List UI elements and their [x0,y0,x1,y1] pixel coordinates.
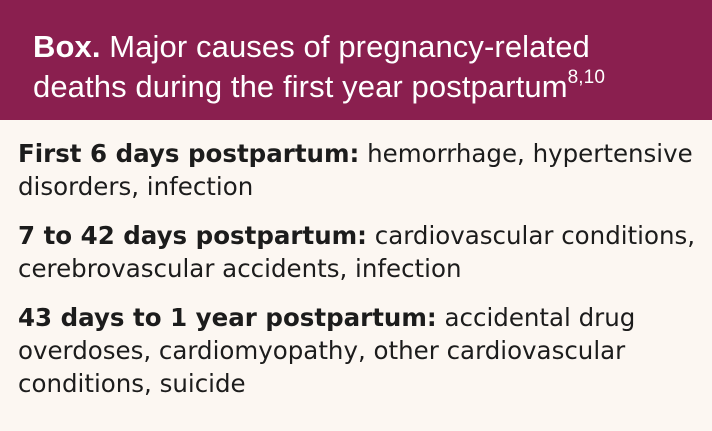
box-title: Major causes of pregnancy-related deaths during the first year postpartum [33,29,590,104]
citation-superscript: 8,10 [567,66,606,88]
period-causes: cardiovascular conditions, cerebrovascular accidents, infection [18,221,696,283]
box-label: Box. [33,29,101,64]
period-term: First 6 days postpartum: [18,139,360,168]
cause-item-7-to-42-days [18,219,698,285]
period-causes: hemorrhage, hypertensive disorders, infection [18,139,693,201]
period-term: 43 days to 1 year postpartum: [18,303,437,332]
period-term: 7 to 42 days postpartum: [18,221,367,250]
cause-item-first-6-days [18,137,698,203]
box-header [0,0,712,120]
box-body [18,137,698,416]
cause-item-43-days-to-1-year [18,301,698,400]
period-causes: accidental drug overdoses, cardiomyopathy, other cardiovascular conditions, suicide [18,303,636,398]
